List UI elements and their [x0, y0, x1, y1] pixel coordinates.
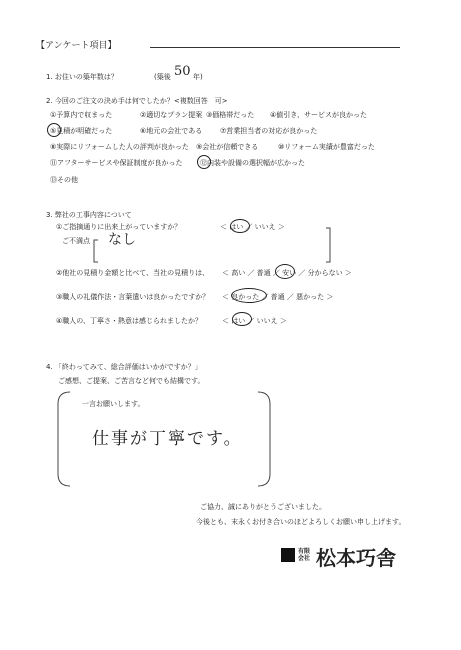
q2-option: ③価格帯だった	[206, 111, 255, 119]
q1-prefix: (築後	[154, 73, 171, 81]
q3-item-text: ④職人の、丁寧さ・熱意は感じられましたか？	[56, 317, 202, 325]
page-title: 【アンケート項目】	[36, 41, 117, 51]
q4-label: 4. 「終わってみて、総合評価はいかがですか？」	[46, 363, 202, 371]
q2-option: ④値引き、サービスが良かった	[270, 111, 367, 119]
q2-option: ⑧実際にリフォームした人の評判が良かった	[50, 143, 189, 151]
company-prefix: 有限会社	[298, 548, 311, 562]
q2-option: ②適切なプラン提案	[140, 111, 203, 119]
q2-option: ⑪アフターサービスや保証制度が良かった	[50, 159, 183, 167]
q3-item-choices: ＜ 良かった ／ 普通 ／ 悪かった ＞	[222, 293, 334, 301]
q3-item-choices: ＜ 高い ／ 普通 ／ 安い ／ 分からない ＞	[222, 269, 352, 277]
q2-option: ⑥地元の会社である	[140, 127, 203, 135]
complaint-answer: なし	[108, 232, 136, 248]
q1-years-value: 50	[174, 64, 191, 79]
q2-option: ①予算内で収まった	[50, 111, 113, 119]
q4-box-label: 一言お願いします。	[82, 400, 145, 408]
q2-option: ⑬その他	[50, 176, 78, 184]
q3-item-choices: ＜ はい ／ いいえ ＞	[222, 317, 287, 325]
q1-suffix: 年)	[193, 73, 203, 81]
q2-option-selected: ⑫内装や設備の選択幅が広かった	[200, 159, 305, 167]
q2-option: ⑩リフォーム実績が豊富だった	[278, 143, 375, 151]
complaint-label: ご不満点	[62, 237, 90, 245]
footer-thanks-2: 今後とも、末永くお付き合いのほどよろしくお願い申し上げます。	[196, 518, 406, 526]
q4-sub: ご感想、ご提案、ご苦言など何でも結構です。	[58, 377, 205, 385]
q3-item-text: ③職人の礼儀作法・言葉遣いは良かったですか？	[56, 293, 210, 301]
q3-label: 3. 弊社の工事内容について	[46, 211, 132, 219]
footer-thanks: ご協力、誠にありがとうございました。	[200, 503, 326, 511]
q2-option: ⑦営業担当者の対応が良かった	[220, 127, 318, 135]
q3-item-text: ②他社の見積り金額と比べて、当社の見積りは、	[56, 269, 210, 277]
q3-item-choices: ＜ はい ／ いいえ ＞	[220, 223, 285, 231]
q1-label: 1. お住いの築年数は？	[46, 73, 118, 81]
company-logo-icon	[281, 548, 295, 562]
q2-option: ⑨会社が信頼できる	[196, 143, 259, 151]
q4-answer: 仕事が丁寧です。	[92, 429, 243, 449]
q3-item-text: ①ご指摘通りに出来上がっていますか？	[56, 223, 182, 231]
company-name: 松本巧舎	[316, 546, 396, 570]
q2-option-text: ⑤見積が明確だった	[50, 127, 113, 135]
q2-label: 2. 今回のご注文の決め手は何でしたか？<複数回答 可>	[46, 97, 228, 105]
